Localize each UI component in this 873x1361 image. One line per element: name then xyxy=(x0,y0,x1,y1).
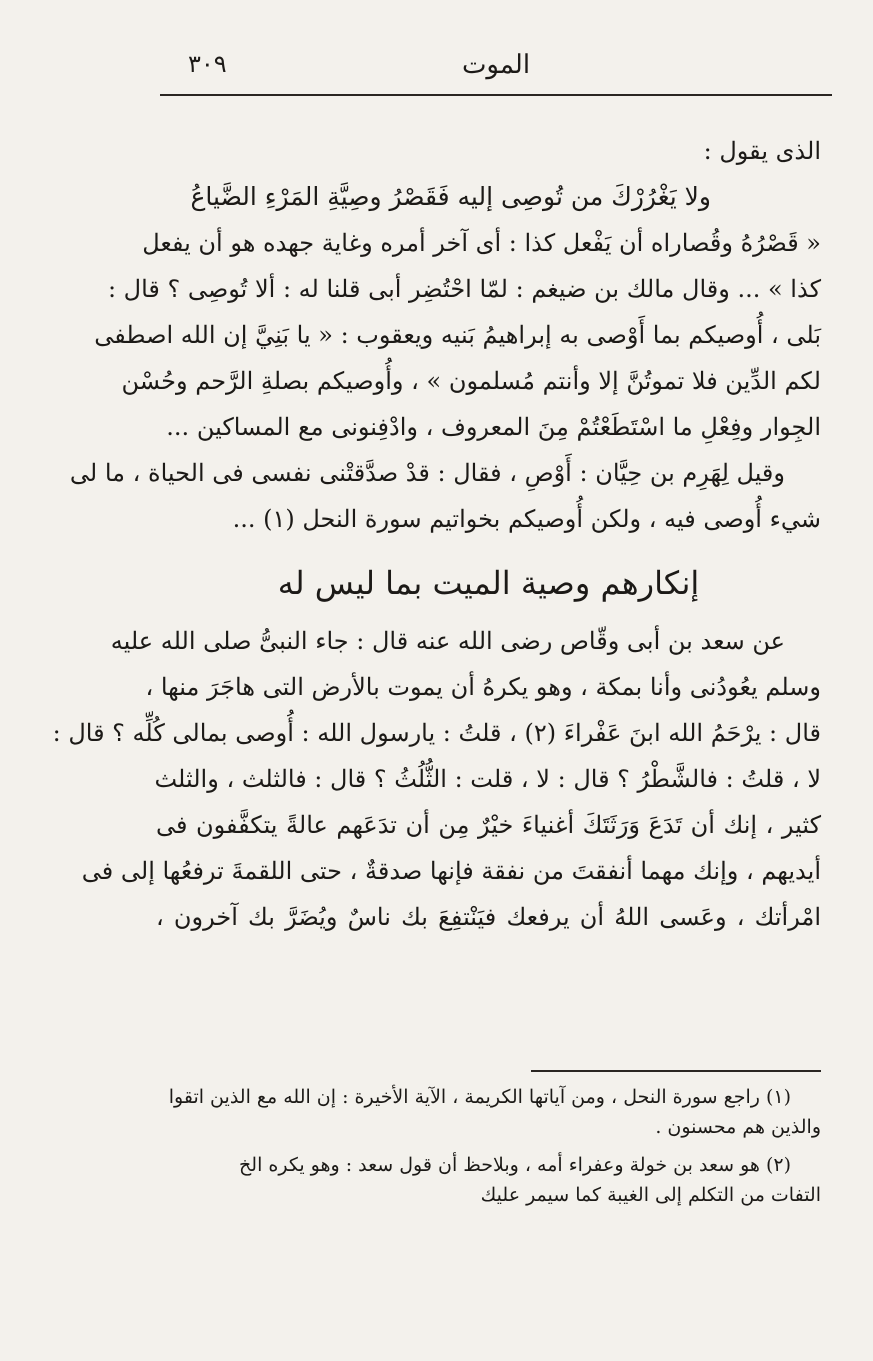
footnote-line: (١) راجع سورة النحل ، ومن آياتها الكريمة ، الآية الأخيرة : إن الله مع الذين اتقوا xyxy=(168,1086,791,1108)
main-text xyxy=(52,128,821,940)
text-line: الذى يقول : xyxy=(703,137,821,165)
text-line: كثير ، إنك أن تَدَعَ وَرَثَتَكَ أغنياءَ خيْرٌ مِن أن تدَعَهم عالةً يتكفَّفون فى xyxy=(156,811,821,839)
footnote-line: التفات من التكلم إلى الغيبة كما سيمر عليك xyxy=(480,1184,821,1206)
footnote-line: والذين هم محسنون . xyxy=(655,1116,821,1138)
text-line: لكم الدِّين فلا تموتُنَّ إلا وأنتم مُسلمون » ، وأُوصيكم بصلةِ الرَّحم وحُسْن xyxy=(121,367,821,395)
text-line: قال : يرْحَمُ الله ابنَ عَفْراءَ (٢) ، قلتُ : يارسول الله : أُوصى بمالى كُلِّه ؟ قال : xyxy=(52,719,821,747)
running-title: الموت xyxy=(461,50,531,80)
text-line: وقيل لِهَرِم بن حِيَّان : أَوْصِ ، فقال : قدْ صدَّقتْنى نفسى فى الحياة ، ما لى xyxy=(69,459,785,487)
text-line: امْرأتك ، وعَسى اللهُ أن يرفعك فيَنْتفِعَ بك ناسٌ ويُضَرَّ بك آخرون ، xyxy=(156,903,821,931)
text-line: لا ، قلتُ : فالشَّطْرُ ؟ قال : لا ، قلت : الثُّلُثُ ؟ قال : فالثلث ، والثلث xyxy=(154,765,821,793)
text-line: الجِوار وفِعْلِ ما اسْتَطَعْتُمْ مِنَ المعروف ، وادْفِنونى مع المساكين ... xyxy=(166,413,821,441)
footnote-divider xyxy=(531,1070,821,1072)
page-number: ٣٠٩ xyxy=(188,50,227,78)
page-header xyxy=(160,48,832,96)
text-line: عن سعد بن أبى وقّاص رضى الله عنه قال : جاء النبىُّ صلى الله عليه xyxy=(110,627,785,655)
footnotes xyxy=(156,1082,821,1210)
text-line: وسلم يعُودُنى وأنا بمكة ، وهو يكرهُ أن يموت بالأرض التى هاجَرَ منها ، xyxy=(145,673,821,701)
footnote-line: (٢) هو سعد بن خولة وعفراء أمه ، وبلاحظ أن قول سعد : وهو يكره الخ xyxy=(239,1154,791,1176)
section-heading: إنكارهم وصية الميت بما ليس له xyxy=(277,564,700,602)
verse-line: ولا يَغْرُرْكَ من تُوصِى إليه فَقَصْرُ وصِيَّةِ المَرْءِ الضَّياعُ xyxy=(190,182,711,211)
text-line: « قَصْرُهُ وقُصاراه أن يَفْعل كذا : أى آخر أمره وغاية جهده هو أن يفعل xyxy=(142,229,821,257)
text-line: شيء أُوصى فيه ، ولكن أُوصيكم بخواتيم سورة النحل (١) ... xyxy=(232,505,821,533)
text-line: أيديهم ، وإنك مهما أنفقتَ من نفقة فإنها صدقةٌ ، حتى اللقمةَ ترفعُها إلى فى xyxy=(81,857,821,885)
text-line: كذا » ... وقال مالك بن ضيغم : لمّا احْتُضِر أبى قلنا له : ألا تُوصِى ؟ قال : xyxy=(107,275,821,303)
text-line: بَلى ، أُوصيكم بما أَوْصى به إبراهيمُ بَنيه ويعقوب : « يا بَنِيَّ إن الله اصطفى xyxy=(94,321,821,349)
